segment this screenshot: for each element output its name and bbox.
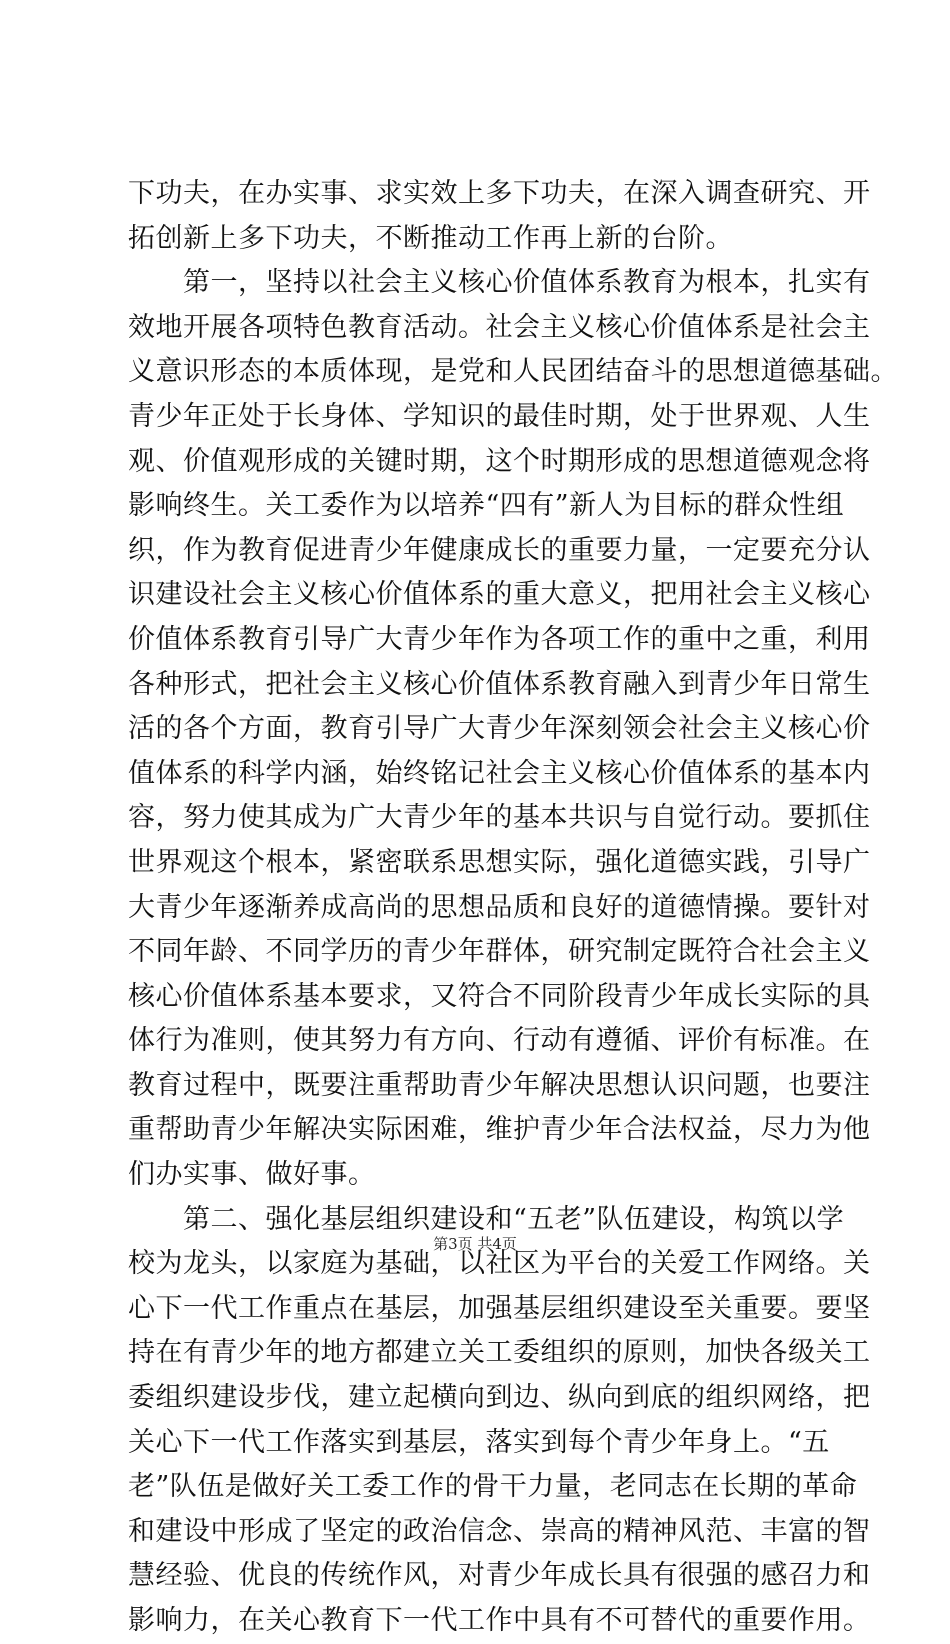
text-line: 第一，坚持以社会主义核心价值体系教育为根本，扎实有 (128, 267, 871, 299)
text-line: 委组织建设步伐，建立起横向到边、纵向到底的组织网络，把 (128, 1382, 871, 1414)
text-line: 教育过程中，既要注重帮助青少年解决思想认识问题，也要注 (128, 1069, 871, 1101)
text-line: 慧经验、优良的传统作风，对青少年成长具有很强的感召力和 (128, 1560, 871, 1592)
text-line: 核心价值体系基本要求，又符合不同阶段青少年成长实际的具 (128, 980, 871, 1012)
text-line: 影响力，在关心教育下一代工作中具有不可替代的重要作用。 (128, 1605, 871, 1636)
text-line: 各种形式，把社会主义核心价值体系教育融入到青少年日常生 (128, 668, 871, 700)
text-line: 们办实事、做好事。 (128, 1159, 376, 1191)
text-line: 值体系的科学内涵，始终铭记社会主义核心价值体系的基本内 (128, 757, 871, 789)
text-line: 心下一代工作重点在基层，加强基层组织建设至关重要。要坚 (128, 1292, 871, 1324)
text-line: 关心下一代工作落实到基层，落实到每个青少年身上。“五 (128, 1426, 830, 1458)
text-line: 下功夫，在办实事、求实效上多下功夫，在深入调查研究、开 (128, 178, 871, 209)
text-line: 世界观这个根本，紧密联系思想实际，强化道德实践，引导广 (128, 846, 871, 878)
text-line: 义意识形态的本质体现，是党和人民团结奋斗的思想道德基础。 (128, 356, 898, 388)
text-line: 不同年龄、不同学历的青少年群体，研究制定既符合社会主义 (128, 936, 871, 968)
text-line: 价值体系教育引导广大青少年作为各项工作的重中之重，利用 (128, 623, 871, 655)
text-line: 影响终生。关工委作为以培养“四有”新人为目标的群众性组 (128, 490, 845, 522)
text-line: 和建设中形成了坚定的政治信念、崇高的精神风范、丰富的智 (128, 1515, 871, 1547)
text-line: 老”队伍是做好关工委工作的骨干力量，老同志在长期的革命 (128, 1471, 858, 1503)
text-line: 容，努力使其成为广大青少年的基本共识与自觉行动。要抓住 (128, 802, 871, 834)
text-line: 活的各个方面，教育引导广大青少年深刻领会社会主义核心价 (128, 713, 871, 745)
page-footer: 第3页 共4页 (433, 1235, 517, 1253)
text-line: 持在有青少年的地方都建立关工委组织的原则，加快各级关工 (128, 1337, 871, 1369)
text-line: 效地开展各项特色教育活动。社会主义核心价值体系是社会主 (128, 311, 871, 343)
text-line: 织，作为教育促进青少年健康成长的重要力量，一定要充分认 (128, 534, 871, 566)
text-line: 体行为准则，使其努力有方向、行动有遵循、评价有标准。在 (128, 1025, 871, 1057)
text-line: 识建设社会主义核心价值体系的重大意义，把用社会主义核心 (128, 579, 871, 611)
text-line: 校为龙头，以家庭为基础，以社区为平台的关爱工作网络。关 (128, 1248, 871, 1280)
text-line: 大青少年逐渐养成高尚的思想品质和良好的道德情操。要针对 (128, 891, 871, 923)
text-line: 第二、强化基层组织建设和“五老”队伍建设，构筑以学 (128, 1203, 845, 1235)
body-text (128, 172, 898, 1644)
text-line: 青少年正处于长身体、学知识的最佳时期，处于世界观、人生 (128, 400, 871, 432)
text-line: 重帮助青少年解决实际困难，维护青少年合法权益，尽力为他 (128, 1114, 871, 1146)
text-line: 拓创新上多下功夫，不断推动工作再上新的台阶。 (128, 222, 733, 254)
text-line: 观、价值观形成的关键时期，这个时期形成的思想道德观念将 (128, 445, 871, 477)
